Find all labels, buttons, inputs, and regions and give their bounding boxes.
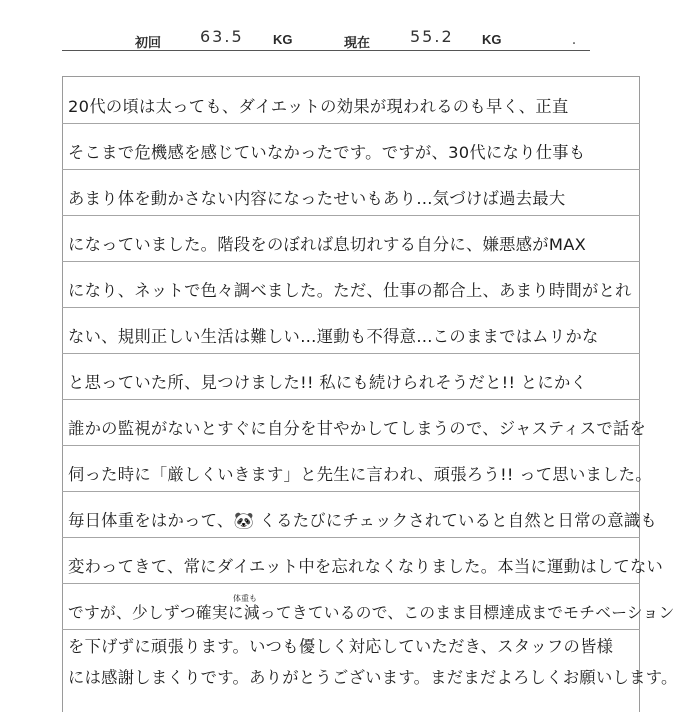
letter-line: と思っていた所、見つけました!! 私にも続けられそうだと!! とにかく (68, 373, 588, 392)
initial-weight-label: 初回 (135, 35, 162, 50)
current-weight-value: 55.2 (410, 27, 454, 46)
letter-line: 伺った時に「厳しくいきます」と先生に言われ、頑張ろう!! って思いました。 (68, 465, 652, 484)
current-weight-label: 現在 (344, 35, 371, 50)
stray-mark: ・ (569, 39, 579, 50)
inserted-note: 体重も (233, 594, 257, 603)
letter-line: 20代の頃は太っても、ダイエットの効果が現われるのも早く、正直 (68, 97, 569, 116)
letter-line: そこまで危機感を感じていなかったです。ですが、30代になり仕事も (68, 143, 586, 162)
ruled-line (62, 583, 640, 584)
ruled-line (62, 215, 640, 216)
letter-line: 毎日体重をはかって、🐼 くるたびにチェックされていると自然と日常の意識も (68, 511, 657, 530)
initial-weight-value: 63.5 (200, 27, 244, 46)
ruled-line (62, 491, 640, 492)
letter-line: 変わってきて、常にダイエット中を忘れなくなりました。本当に運動はしてない (68, 557, 664, 576)
letter-line: を下げずに頑張ります。いつも優しく対応していただき、スタッフの皆様 (68, 637, 614, 656)
letter-line: になっていました。階段をのぼれば息切れする自分に、嫌悪感がMAX (68, 235, 587, 254)
letter-line: 誰かの監視がないとすぐに自分を甘やかしてしまうので、ジャスティスで話を (68, 419, 647, 438)
ruled-line (62, 353, 640, 354)
ruled-line (62, 537, 640, 538)
ruled-line (62, 261, 640, 262)
ruled-line (62, 399, 640, 400)
ruled-line (62, 169, 640, 170)
initial-weight-unit: KG (273, 32, 293, 47)
current-weight-unit: KG (482, 32, 502, 47)
ruled-line (62, 307, 640, 308)
ruled-line (62, 123, 640, 124)
ruled-line (62, 629, 640, 630)
header-underline (62, 50, 590, 51)
letter-line: ですが、少しずつ確実に減ってきているので、このまま目標達成までモチベーション (68, 603, 675, 622)
letter-line: ない、規則正しい生活は難しい…運動も不得意…このままではムリかな (68, 327, 599, 346)
header-row (0, 0, 690, 50)
letter-line: には感謝しまくりです。ありがとうございます。まだまだよろしくお願いします。 (68, 668, 678, 687)
letter-line: になり、ネットで色々調べました。ただ、仕事の都合上、あまり時間がとれ (68, 281, 632, 300)
ruled-line (62, 445, 640, 446)
letter-line: あまり体を動かさない内容になったせいもあり…気づけば過去最大 (68, 189, 566, 208)
